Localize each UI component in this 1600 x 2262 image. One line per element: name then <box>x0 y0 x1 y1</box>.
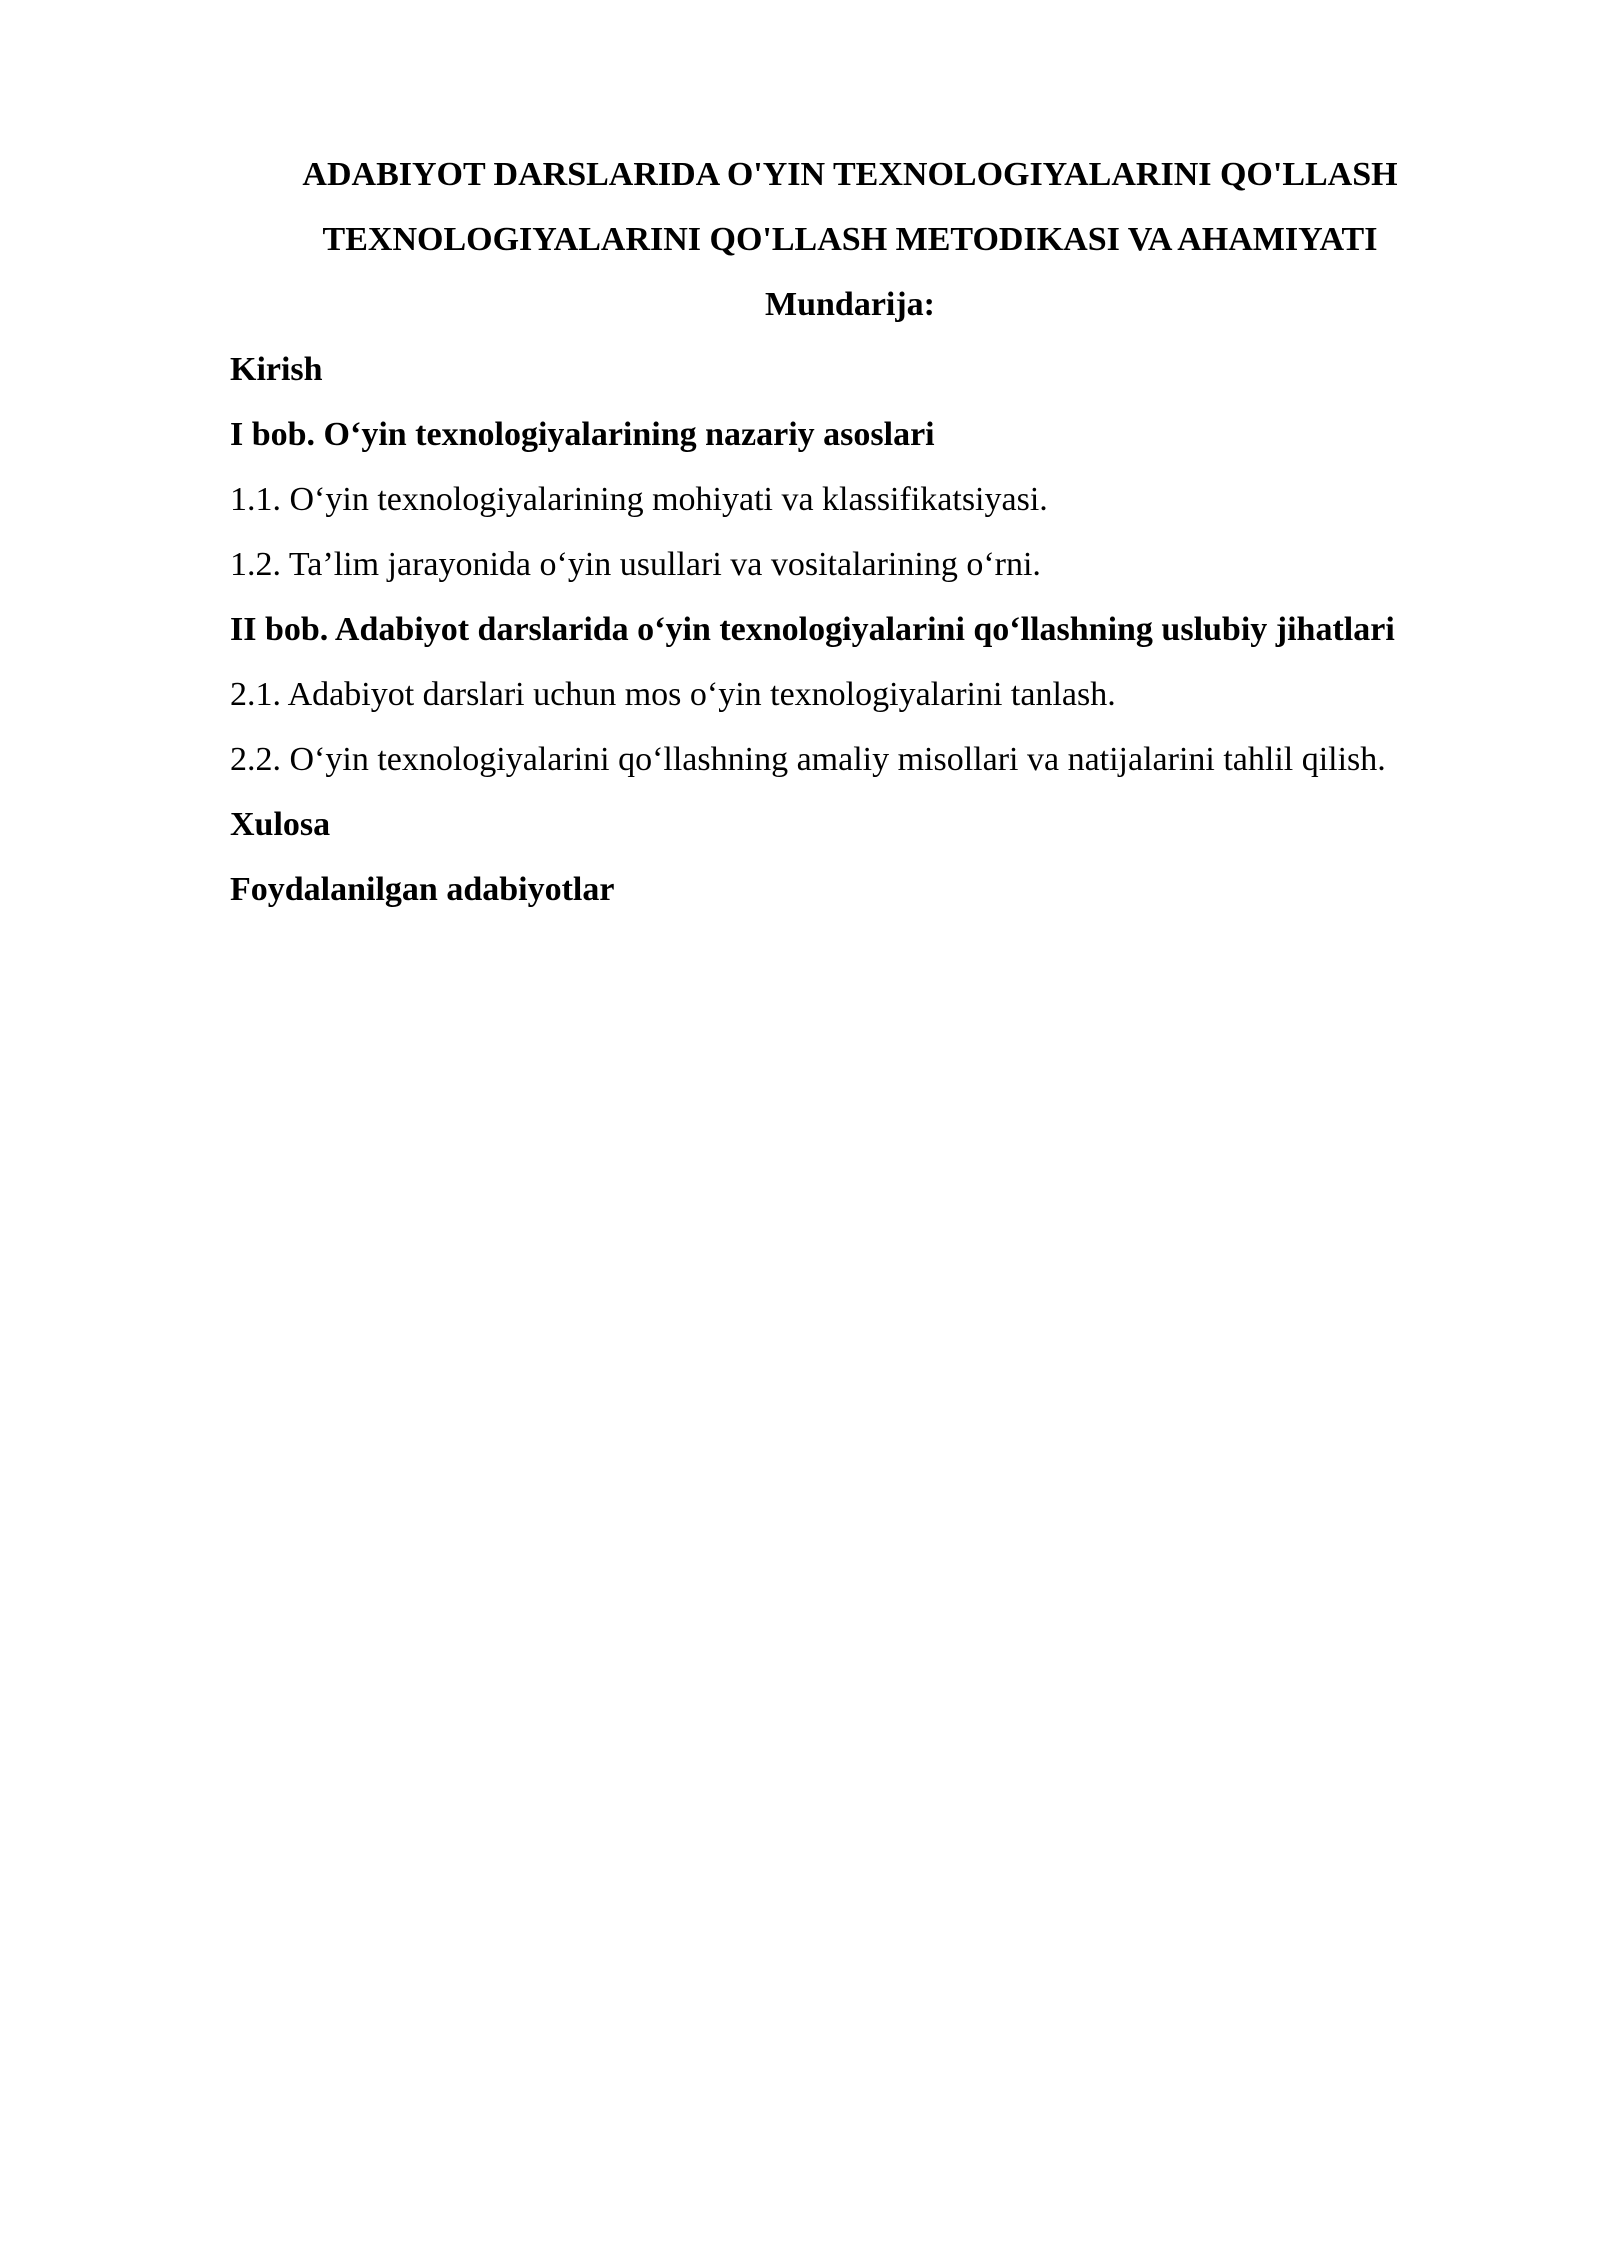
table-of-contents <box>230 337 1430 922</box>
document-content <box>230 142 1430 922</box>
toc-item-kirish: Kirish <box>230 351 323 388</box>
toc-item-chapter-1: I bob. O‘yin texnologiyalarining nazariy asoslari <box>230 416 935 453</box>
toc-item-xulosa: Xulosa <box>230 806 331 843</box>
toc-item-section-2-1: 2.1. Adabiyot darslari uchun mos o‘yin texnologiyalarini tanlash. <box>230 676 1116 713</box>
toc-item-chapter-2: II bob. Adabiyot darslarida o‘yin texnologiyalarini qo‘llashning uslubiy jihatlari <box>230 611 1395 648</box>
toc-item-section-1-2: 1.2. Ta’lim jarayonida o‘yin usullari va vositalarining o‘rni. <box>230 546 1041 583</box>
toc-item-section-1-1: 1.1. O‘yin texnologiyalarining mohiyati va klassifikatsiyasi. <box>230 481 1048 518</box>
document-title-line-1: ADABIYOT DARSLARIDA O'YIN TEXNOLOGIYALARINI QO'LLASH <box>302 156 1398 193</box>
document-title-line-2: TEXNOLOGIYALARINI QO'LLASH METODIKASI VA AHAMIYATI <box>322 221 1378 258</box>
toc-heading: Mundarija: <box>765 286 935 323</box>
toc-item-section-2-2: 2.2. O‘yin texnologiyalarini qo‘llashning amaliy misollari va natijalarini tahlil qilish. <box>230 741 1386 778</box>
toc-item-references: Foydalanilgan adabiyotlar <box>230 871 615 908</box>
